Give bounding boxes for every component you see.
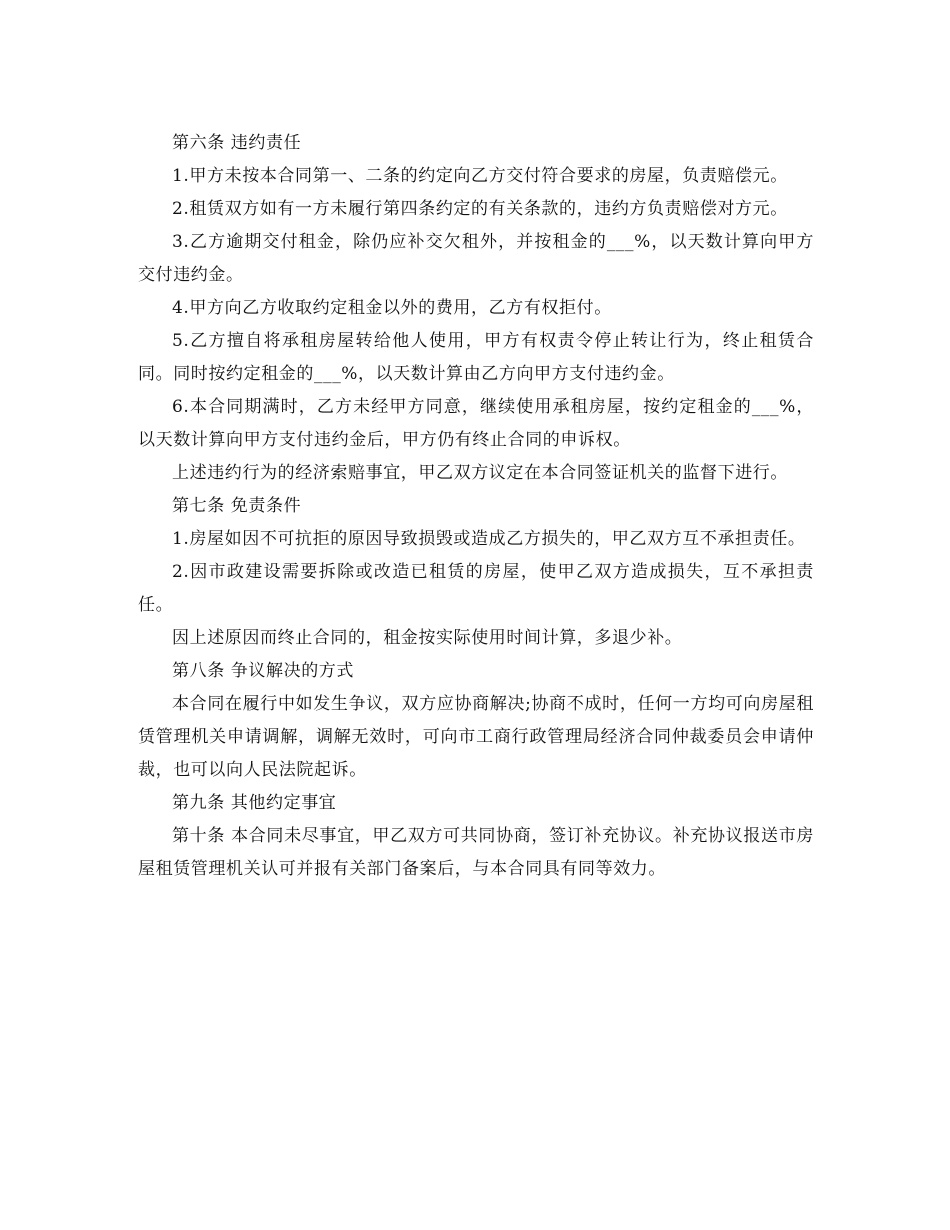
clause-paragraph: 本合同在履行中如发生争议，双方应协商解决;协商不成时，任何一方均可向房屋租赁管理机关申请调解，调解无效时，可向市工商行政管理局经济合同仲裁委员会申请仲裁，也可以向人民法院起诉。 xyxy=(138,694,814,780)
clause-paragraph: 3.乙方逾期交付租金，除仍应补交欠租外，并按租金的___%，以天数计算向甲方交付违约金。 xyxy=(138,232,814,285)
clause-paragraph: 因上述原因而终止合同的，租金按实际使用时间计算，多退少补。 xyxy=(172,628,683,648)
section-heading-9: 第九条 其他约定事宜 xyxy=(172,793,337,813)
clause-paragraph: 4.甲方向乙方收取约定租金以外的费用，乙方有权拒付。 xyxy=(172,298,612,318)
clause-paragraph: 2.因市政建设需要拆除或改造已租赁的房屋，使甲乙双方造成损失，互不承担责任。 xyxy=(138,562,814,615)
clause-paragraph: 1.甲方未按本合同第一、二条的约定向乙方交付符合要求的房屋，负责赔偿元。 xyxy=(172,166,788,186)
clause-paragraph: 6.本合同期满时，乙方未经甲方同意，继续使用承租房屋，按约定租金的___%，以天数计算向甲方支付违约金后，甲方仍有终止合同的申诉权。 xyxy=(138,397,814,450)
clause-paragraph: 5.乙方擅自将承租房屋转给他人使用，甲方有权责令停止转让行为，终止租赁合同。同时按约定租金的___%，以天数计算由乙方向甲方支付违约金。 xyxy=(138,331,814,384)
clause-paragraph: 第十条 本合同未尽事宜，甲乙双方可共同协商，签订补充协议。补充协议报送市房屋租赁管理机关认可并报有关部门备案后，与本合同具有同等效力。 xyxy=(138,826,814,879)
clause-paragraph: 上述违约行为的经济索赔事宜，甲乙双方议定在本合同签证机关的监督下进行。 xyxy=(172,463,788,483)
document-body xyxy=(138,127,814,886)
clause-paragraph: 1.房屋如因不可抗拒的原因导致损毁或造成乙方损失的，甲乙双方互不承担责任。 xyxy=(172,529,806,549)
section-heading-8: 第八条 争议解决的方式 xyxy=(172,661,355,681)
section-heading-7: 第七条 免责条件 xyxy=(172,496,302,516)
clause-paragraph: 2.租赁双方如有一方未履行第四条约定的有关条款的，违约方负责赔偿对方元。 xyxy=(172,199,788,219)
section-heading-6: 第六条 违约责任 xyxy=(172,133,302,153)
